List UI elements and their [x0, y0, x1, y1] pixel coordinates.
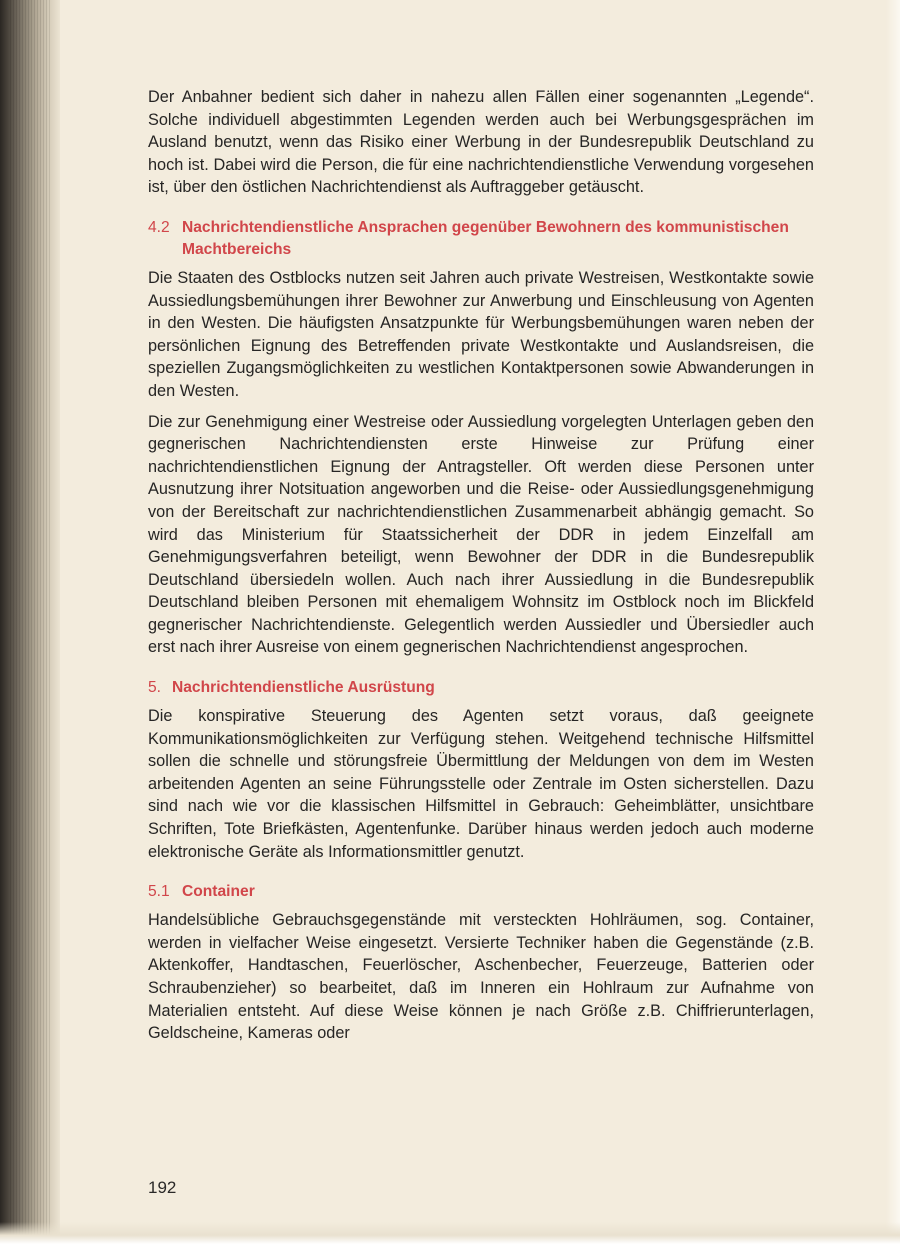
paragraph-4-2-a: Die Staaten des Ostblocks nutzen seit Jahren auch private Westreisen, Westkontakte sowie Aussiedlungsbemühungen ihrer Bewohner zur Anwerbung und Einschleusung von Agenten in den Westen. Die häufigsten Ansatzpunkte für Werbungsbemühungen waren neben der persönlichen Eignung des Betreffenden private Westkontakte und Auslandsreisen, die speziellen Zugangsmöglichkeiten zu westlichen Kontaktpersonen sowie Abwanderungen in den Westen.: [148, 268, 814, 400]
paragraph-4-2-b: Die zur Genehmigung einer Westreise oder Aussiedlung vorgelegten Unterlagen geben den gegnerischen Nachrichtendiensten erste Hinweise zur Prüfung einer nachrichtendienstlichen Eignung der Antragsteller. Oft werden diese Personen unter Ausnutzung ihrer Notsituation angeworben und die Reise- oder Aussiedlungsgenehmigung von der Bereitschaft zur nachrichtendienstlichen Zusammenarbeit abhängig gemacht. So wird das Ministerium für Staatssicherheit der DDR in jedem Einzelfall am Genehmigungsverfahren beteiligt, wenn Bewohner der DDR in die Bundesrepublik Deutschland übersiedeln wollen. Auch nach ihrer Aussiedlung in die Bundesrepublik Deutschland bleiben Personen mit ehemaligem Wohnsitz im Ostblock noch im Blickfeld gegnerischer Nachrichtendienste. Gelegentlich werden Aussiedler und Übersiedler auch erst nach ihrer Ausreise von einem gegnerischen Nachrichtendienst angesprochen.: [148, 412, 814, 657]
page-content: [148, 86, 814, 1053]
heading-title: Container: [182, 883, 255, 901]
paragraph-intro: Der Anbahner bedient sich daher in nahezu allen Fällen einer sogenannten „Legende“. Solche individuell abgestimmten Legenden werden auch bei Werbungsgesprächen im Ausland benutzt, wenn das Risiko einer Werbung in der Bundesrepublik Deutschland zu hoch ist. Dabei wird die Person, die für eine nachrichtendienstliche Verwendung vorgesehen ist, über den östlichen Nachrichtendienst als Auftraggeber getäuscht.: [148, 88, 814, 197]
heading-title: Nachrichtendienstliche Ansprachen gegenüber Bewohnern des kommunistischen Machtbereichs: [182, 218, 789, 258]
paragraph-5: Die konspirative Steuerung des Agenten setzt voraus, daß geeignete Kommunikationsmöglichkeiten zur Verfügung stehen. Weitgehend technische Hilfsmittel sollen die schnelle und störungsfreie Übermittlung der Meldungen von dem im Westen arbeitenden Agenten an seine Führungsstelle oder Zentrale im Osten sicherstellen. Dazu sind nach wie vor die klassischen Hilfsmittel in Gebrauch: Geheimblätter, unsichtbare Schriften, Tote Briefkästen, Agentenfunke. Darüber hinaus werden jedoch auch moderne elektronische Geräte als Informationsmittler genutzt.: [148, 707, 814, 861]
book-page-edges: [10, 0, 50, 1244]
heading-number: 5.: [148, 679, 162, 697]
heading-5-1: [148, 881, 814, 903]
heading-number: 4.2: [148, 218, 170, 236]
page-right-edge: [886, 0, 900, 1244]
page-number: 192: [148, 1178, 177, 1197]
heading-4-2: [148, 217, 814, 261]
page-bottom-edge: [0, 1222, 900, 1244]
heading-number: 5.1: [148, 883, 170, 901]
heading-title: Nachrichtendienstliche Ausrüstung: [172, 679, 435, 697]
heading-5: [148, 677, 814, 699]
paragraph-5-1: Handelsübliche Gebrauchsgegenstände mit versteckten Hohlräumen, sog. Container, werden in vielfacher Weise eingesetzt. Versierte Techniker haben die Gegenstände (z.B. Aktenkoffer, Handtaschen, Feuerlöscher, Aschenbecher, Feuerzeuge, Batterien oder Schraubenzieher) so bearbeitet, daß im Inneren ein Hohlraum zur Aufnahme von Materialien entsteht. Auf diese Weise können je nach Größe z.B. Chiffrierunterlagen, Geldscheine, Kameras oder: [148, 911, 814, 1043]
